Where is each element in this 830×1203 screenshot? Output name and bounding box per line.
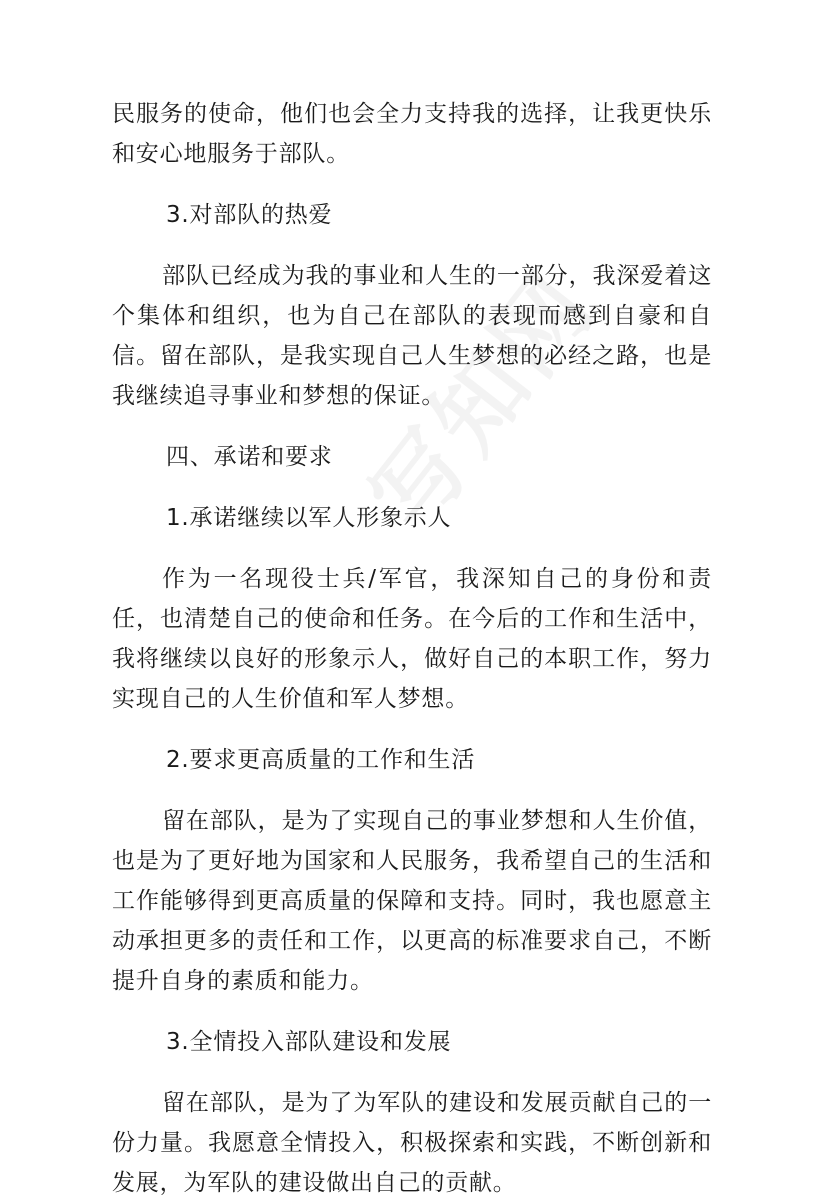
- section-heading-higher-quality: 2.要求更高质量的工作和生活: [166, 747, 476, 773]
- section-heading-love-of-army: 3.对部队的热爱: [166, 202, 333, 228]
- section-heading-promises: 四、承诺和要求: [166, 444, 333, 470]
- section-heading-full-devotion: 3.全情投入部队建设和发展: [166, 1029, 452, 1055]
- paragraph-love-of-army: 部队已经成为我的事业和人生的一部分，我深爱着这个集体和组织，也为自己在部队的表现而感到自豪和自信。留在部队，是我实现自己人生梦想的必经之路，也是我继续追寻事业和梦想的保证。: [112, 263, 712, 409]
- paragraph-higher-quality: 留在部队，是为了实现自己的事业梦想和人生价值，也是为了更好地为国家和人民服务，我希望自己的生活和工作能够得到更高质量的保障和支持。同时，我也愿意主动承担更多的责任和工作，以更高的标准要求自己，不断提升自身的素质和能力。: [112, 808, 712, 994]
- paragraph-soldier-image: 作为一名现役士兵/军官，我深知自己的身份和责任，也清楚自己的使命和任务。在今后的工作和生活中，我将继续以良好的形象示人，做好自己的本职工作，努力实现自己的人生价值和军人梦想。: [112, 566, 712, 712]
- document-body: [112, 94, 712, 1203]
- section-heading-soldier-image: 1.承诺继续以军人形象示人: [166, 505, 452, 531]
- paragraph-continuation: 民服务的使命，他们也会全力支持我的选择，让我更快乐和安心地服务于部队。: [112, 101, 712, 167]
- paragraph-full-devotion: 留在部队，是为了为军队的建设和发展贡献自己的一份力量。我愿意全情投入，积极探索和实践，不断创新和发展，为军队的建设做出自己的贡献。: [112, 1090, 712, 1196]
